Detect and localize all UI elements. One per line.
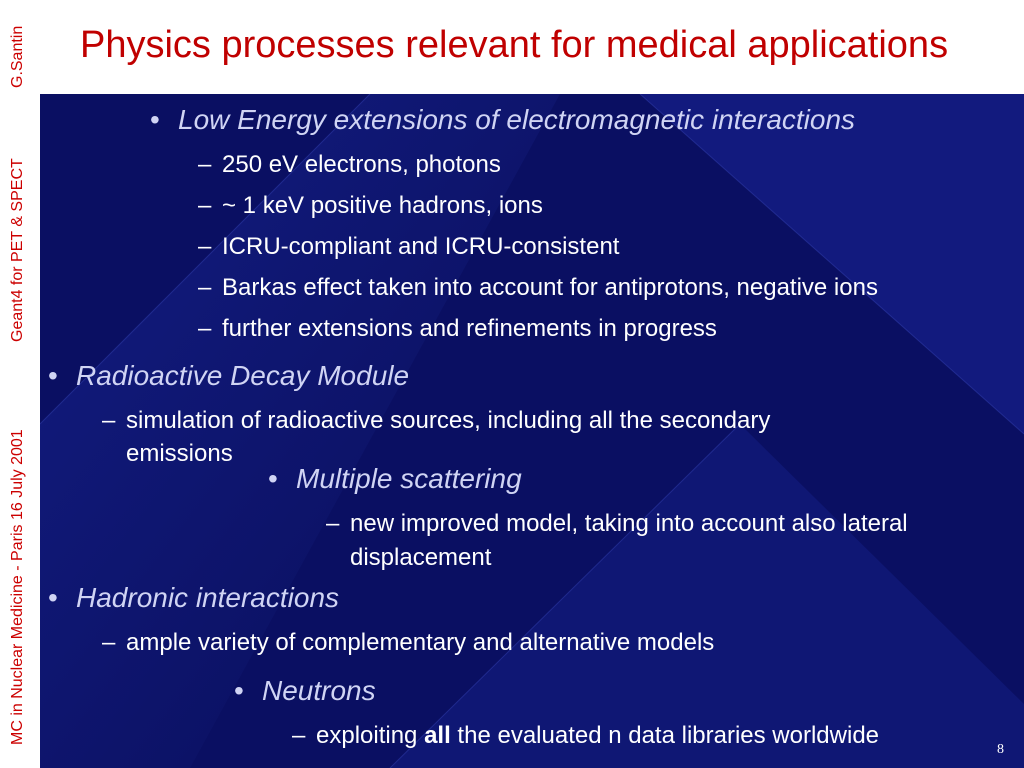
radioactive-item-cont: emissions: [126, 440, 233, 467]
multiple-item: – new improved model, taking into account also lateral: [326, 510, 908, 537]
side-event: Geant4 for PET & SPECT: [9, 158, 26, 342]
low-energy-item: – ~ 1 keV positive hadrons, ions: [198, 192, 543, 219]
low-energy-item: – further extensions and refinements in progress: [198, 315, 717, 342]
bullet: •: [150, 104, 160, 135]
page-number: 8: [997, 742, 1004, 757]
hadronic-item: – ample variety of complementary and alternative models: [102, 629, 715, 656]
slide-title: Physics processes relevant for medical applications: [80, 24, 949, 66]
bullet: •: [48, 360, 58, 391]
neutrons-heading: • Neutrons: [234, 675, 376, 706]
radioactive-item: – simulation of radioactive sources, including all the secondary: [102, 407, 771, 434]
radioactive-heading: • Radioactive Decay Module: [48, 360, 410, 391]
hadronic-heading: • Hadronic interactions: [48, 582, 340, 613]
emphasis-all: all: [424, 722, 451, 749]
multiple-item-cont: displacement: [350, 544, 492, 571]
bullet: •: [268, 463, 278, 494]
side-conference: MC in Nuclear Medicine - Paris 16 July 2001: [9, 429, 26, 745]
low-energy-item: – ICRU-compliant and ICRU-consistent: [198, 233, 620, 260]
bullet: •: [234, 675, 244, 706]
side-author: G.Santin: [9, 25, 26, 88]
sidebar: [0, 0, 40, 768]
low-energy-item: – Barkas effect taken into account for antiprotons, negative ions: [198, 274, 878, 301]
bullet: •: [48, 582, 58, 613]
neutrons-item: – exploiting all the evaluated n data libraries worldwide: [292, 722, 880, 749]
slide-content: [40, 94, 1024, 768]
multiple-heading: • Multiple scattering: [268, 463, 522, 494]
low-energy-item: – 250 eV electrons, photons: [198, 151, 501, 178]
low-energy-heading: • Low Energy extensions of electromagnetic interactions: [150, 104, 856, 135]
